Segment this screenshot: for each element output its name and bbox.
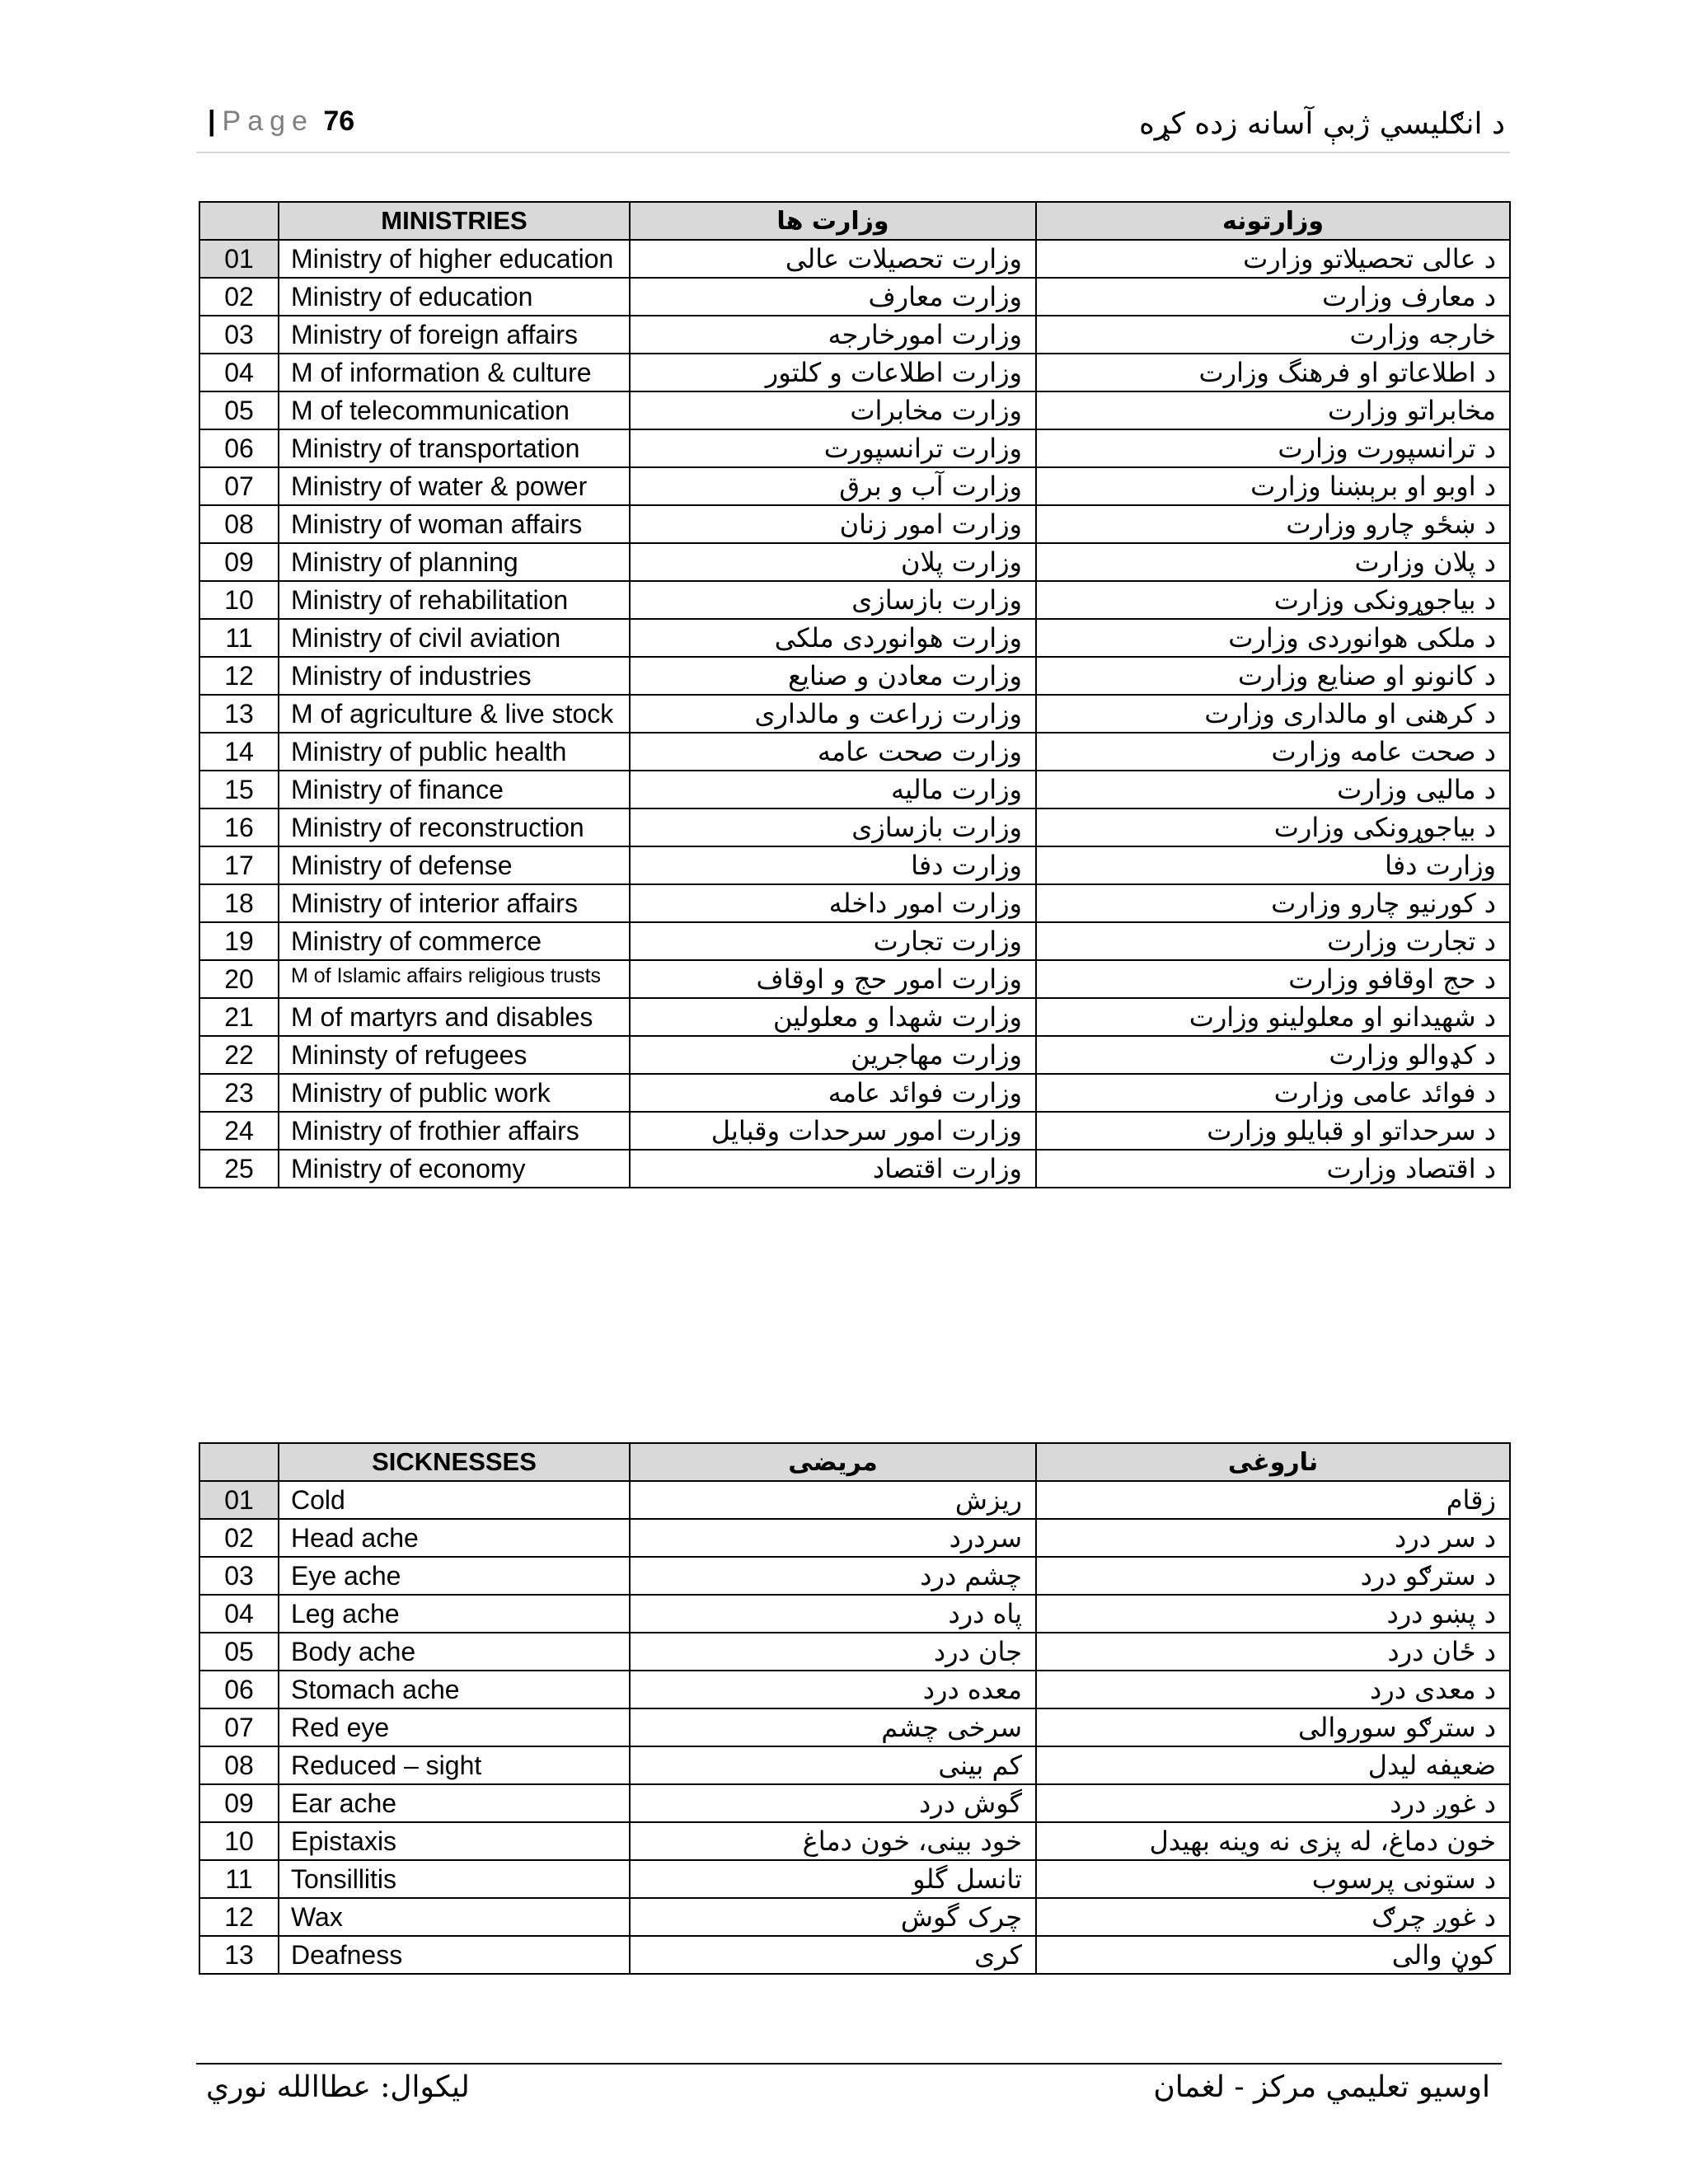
row-number: 05 [199,1633,279,1671]
pashto-term: د مالیی وزارت [1036,771,1510,808]
english-term: M of information & culture [279,354,630,391]
table-row [199,1784,1510,1822]
pashto-term: د بیاجوړونکی وزارت [1036,808,1510,846]
row-number: 19 [199,922,279,960]
english-term: Eye ache [279,1557,630,1595]
dari-term: خود بینی، خون دماغ [630,1822,1036,1860]
pashto-term: د بیاجوړونکی وزارت [1036,581,1510,619]
english-term: Ministry of public work [279,1074,630,1112]
row-number: 13 [199,695,279,733]
table-row [199,808,1510,846]
pashto-term: د تجارت وزارت [1036,922,1510,960]
table-row [199,467,1510,505]
english-term: Ear ache [279,1784,630,1822]
english-term: Ministry of finance [279,771,630,808]
table-row [199,391,1510,429]
table-row [199,733,1510,771]
dari-term: وزارت بازسازی [630,581,1036,619]
pashto-term: کوڼ والی [1036,1936,1510,1974]
row-number: 09 [199,1784,279,1822]
dari-term: وزارت مخابرات [630,391,1036,429]
table-row [199,1898,1510,1936]
page-number: 76 [323,105,355,137]
english-term: Ministry of commerce [279,922,630,960]
pashto-term: د کورنیو چارو وزارت [1036,884,1510,922]
table-row [199,1519,1510,1557]
dari-term: وزارت مهاجرین [630,1036,1036,1074]
english-term: Stomach ache [279,1671,630,1708]
english-term: Ministry of education [279,278,630,316]
pashto-term: د صحت عامه وزارت [1036,733,1510,771]
table-row [199,1671,1510,1708]
pashto-term: د معدی درد [1036,1671,1510,1708]
page-number-label: | Page 76 [208,105,355,137]
pashto-header: ناروغی [1036,1443,1510,1481]
dari-term: سردرد [630,1519,1036,1557]
english-term: M of telecommunication [279,391,630,429]
dari-term: وزارت ترانسپورت [630,429,1036,467]
row-number: 07 [199,467,279,505]
english-term: Ministry of industries [279,657,630,695]
dari-term: وزارت مالیه [630,771,1036,808]
table-row [199,316,1510,354]
dari-term: وزارت زراعت و مالداری [630,695,1036,733]
dari-term: وزارت امور زنان [630,505,1036,543]
pashto-term: د اطلاعاتو او فرهنگ وزارت [1036,354,1510,391]
table-row [199,543,1510,581]
english-term: Leg ache [279,1595,630,1633]
table-row [199,922,1510,960]
book-title: د انګليسي ژبې آسانه زده کړه [1138,107,1505,141]
dari-term: وزارت تحصیلات عالی [630,240,1036,278]
table-row [199,278,1510,316]
pashto-term: د سترګو سوروالی [1036,1708,1510,1746]
dari-term: جان درد [630,1633,1036,1671]
english-term: Wax [279,1898,630,1936]
dari-term: کری [630,1936,1036,1974]
pashto-term: د عالی تحصیلاتو وزارت [1036,240,1510,278]
english-term: Ministry of public health [279,733,630,771]
row-number: 21 [199,998,279,1036]
sicknesses-table [199,1442,1511,1975]
row-number: 20 [199,960,279,998]
table-row [199,1112,1510,1150]
dari-term: تانسل گلو [630,1860,1036,1898]
english-term: Head ache [279,1519,630,1557]
number-header [199,202,279,240]
dari-term: وزارت آب و برق [630,467,1036,505]
pashto-term: د فوائد عامی وزارت [1036,1074,1510,1112]
english-term: Red eye [279,1708,630,1746]
dari-term: وزارت هوانوردی ملکی [630,619,1036,657]
pashto-term: د ترانسپورت وزارت [1036,429,1510,467]
row-number: 10 [199,1822,279,1860]
dari-term: وزارت معارف [630,278,1036,316]
number-header [199,1443,279,1481]
row-number: 09 [199,543,279,581]
dari-term: وزارت تجارت [630,922,1036,960]
pashto-term: د غوږ درد [1036,1784,1510,1822]
table-row [199,1860,1510,1898]
dari-term: وزارت معادن و صنایع [630,657,1036,695]
row-number: 02 [199,1519,279,1557]
english-term: Ministry of planning [279,543,630,581]
english-term: Ministry of economy [279,1150,630,1188]
english-term: Tonsillitis [279,1860,630,1898]
row-number: 11 [199,619,279,657]
english-term: Body ache [279,1633,630,1671]
row-number: 12 [199,1898,279,1936]
row-number: 14 [199,733,279,771]
pashto-term: د پلان وزارت [1036,543,1510,581]
footer-center: اوسيو تعليمي مرکز - لغمان [1153,2070,1490,2104]
dari-term: وزارت امورخارجه [630,316,1036,354]
pashto-term: د شهیدانو او معلولینو وزارت [1036,998,1510,1036]
dari-term: وزارت دفا [630,846,1036,884]
row-number: 07 [199,1708,279,1746]
dari-header: وزارت ها [630,202,1036,240]
table-row [199,998,1510,1036]
pashto-term: د سترګو درد [1036,1557,1510,1595]
english-term: Ministry of foreign affairs [279,316,630,354]
english-term: Ministry of transportation [279,429,630,467]
pashto-term: خارجه وزارت [1036,316,1510,354]
english-term: Ministry of water & power [279,467,630,505]
english-term: M of martyrs and disables [279,998,630,1036]
table-header-row [199,1443,1510,1481]
table-row [199,1074,1510,1112]
pashto-term: خون دماغ، له پزی نه وینه بهیدل [1036,1822,1510,1860]
dari-term: وزارت اقتصاد [630,1150,1036,1188]
table-row [199,240,1510,278]
dari-term: وزارت امور سرحدات وقبایل [630,1112,1036,1150]
english-term: Epistaxis [279,1822,630,1860]
dari-term: معده درد [630,1671,1036,1708]
english-term: Cold [279,1481,630,1519]
pashto-term: د ملکی هوانوردی وزارت [1036,619,1510,657]
pashto-term: د سرحداتو او قبایلو وزارت [1036,1112,1510,1150]
row-number: 06 [199,1671,279,1708]
pashto-term: زقام [1036,1481,1510,1519]
english-term: Reduced – sight [279,1746,630,1784]
pashto-term: د معارف وزارت [1036,278,1510,316]
english-term: Ministry of frothier affairs [279,1112,630,1150]
table-row [199,846,1510,884]
table-row [199,1822,1510,1860]
dari-term: وزارت بازسازی [630,808,1036,846]
table-row [199,1150,1510,1188]
english-term: Ministry of interior affairs [279,884,630,922]
dari-term: وزارت صحت عامه [630,733,1036,771]
pashto-term: د سر درد [1036,1519,1510,1557]
row-number: 12 [199,657,279,695]
english-term: Ministry of rehabilitation [279,581,630,619]
pashto-term: د غوږ چرګ [1036,1898,1510,1936]
dari-term: وزارت امور حج و اوقاف [630,960,1036,998]
table-row [199,884,1510,922]
table-row [199,1936,1510,1974]
page-word: Page [222,105,314,137]
page-header [196,101,1510,153]
row-number: 06 [199,429,279,467]
pashto-term: د کډوالو وزارت [1036,1036,1510,1074]
pashto-term: د کانونو او صنایع وزارت [1036,657,1510,695]
footer-rule [196,2063,1502,2064]
table-row [199,960,1510,998]
pashto-term: وزارت دفا [1036,846,1510,884]
pashto-term: ضعیفه لیدل [1036,1746,1510,1784]
table-header-row [199,202,1510,240]
row-number: 01 [199,1481,279,1519]
english-header: SICKNESSES [279,1443,630,1481]
english-term: Ministry of reconstruction [279,808,630,846]
dari-term: پاه درد [630,1595,1036,1633]
pashto-term: د اقتصاد وزارت [1036,1150,1510,1188]
row-number: 24 [199,1112,279,1150]
row-number: 23 [199,1074,279,1112]
table-row [199,429,1510,467]
table-row [199,1557,1510,1595]
dari-term: گوش درد [630,1784,1036,1822]
pashto-term: د اوبو او برېښنا وزارت [1036,467,1510,505]
row-number: 05 [199,391,279,429]
pashto-term: د حج اوقافو وزارت [1036,960,1510,998]
pashto-term: د پښو درد [1036,1595,1510,1633]
dari-term: سرخی چشم [630,1708,1036,1746]
table-row [199,505,1510,543]
row-number: 01 [199,240,279,278]
dari-term: وزارت اطلاعات و کلتور [630,354,1036,391]
english-term: Ministry of defense [279,846,630,884]
row-number: 03 [199,316,279,354]
row-number: 08 [199,505,279,543]
english-term: M of agriculture & live stock [279,695,630,733]
english-term: Ministry of civil aviation [279,619,630,657]
pashto-term: د کرهنی او مالداری وزارت [1036,695,1510,733]
table-row [199,695,1510,733]
english-term: M of Islamic affairs religious trusts [279,960,630,998]
table-row [199,619,1510,657]
dari-term: وزارت پلان [630,543,1036,581]
english-term: Ministry of woman affairs [279,505,630,543]
row-number: 04 [199,1595,279,1633]
table-row [199,1595,1510,1633]
english-term: Mininsty of refugees [279,1036,630,1074]
row-number: 10 [199,581,279,619]
dari-term: وزارت امور داخله [630,884,1036,922]
pashto-header: وزارتونه [1036,202,1510,240]
table-row [199,771,1510,808]
dari-term: چرک گوش [630,1898,1036,1936]
dari-term: وزارت شهدا و معلولین [630,998,1036,1036]
table-row [199,1708,1510,1746]
pashto-term: مخابراتو وزارت [1036,391,1510,429]
row-number: 25 [199,1150,279,1188]
row-number: 02 [199,278,279,316]
dari-term: ریزش [630,1481,1036,1519]
table-row [199,1036,1510,1074]
table-row [199,581,1510,619]
row-number: 13 [199,1936,279,1974]
dari-term: چشم درد [630,1557,1036,1595]
row-number: 16 [199,808,279,846]
row-number: 04 [199,354,279,391]
footer-author: لیکوال: عطاالله نوري [206,2070,470,2104]
table-row [199,1746,1510,1784]
dari-header: مریضی [630,1443,1036,1481]
row-number: 15 [199,771,279,808]
english-term: Ministry of higher education [279,240,630,278]
pashto-term: د ستونی پرسوب [1036,1860,1510,1898]
dari-term: کم بینی [630,1746,1036,1784]
table-row [199,1481,1510,1519]
table-row [199,1633,1510,1671]
row-number: 18 [199,884,279,922]
pashto-term: د ځان درد [1036,1633,1510,1671]
english-term: Deafness [279,1936,630,1974]
ministries-table [199,201,1511,1188]
table-row [199,657,1510,695]
row-number: 08 [199,1746,279,1784]
dari-term: وزارت فوائد عامه [630,1074,1036,1112]
english-header: MINISTRIES [279,202,630,240]
row-number: 22 [199,1036,279,1074]
table-row [199,354,1510,391]
row-number: 11 [199,1860,279,1898]
row-number: 17 [199,846,279,884]
pashto-term: د ښځو چارو وزارت [1036,505,1510,543]
row-number: 03 [199,1557,279,1595]
